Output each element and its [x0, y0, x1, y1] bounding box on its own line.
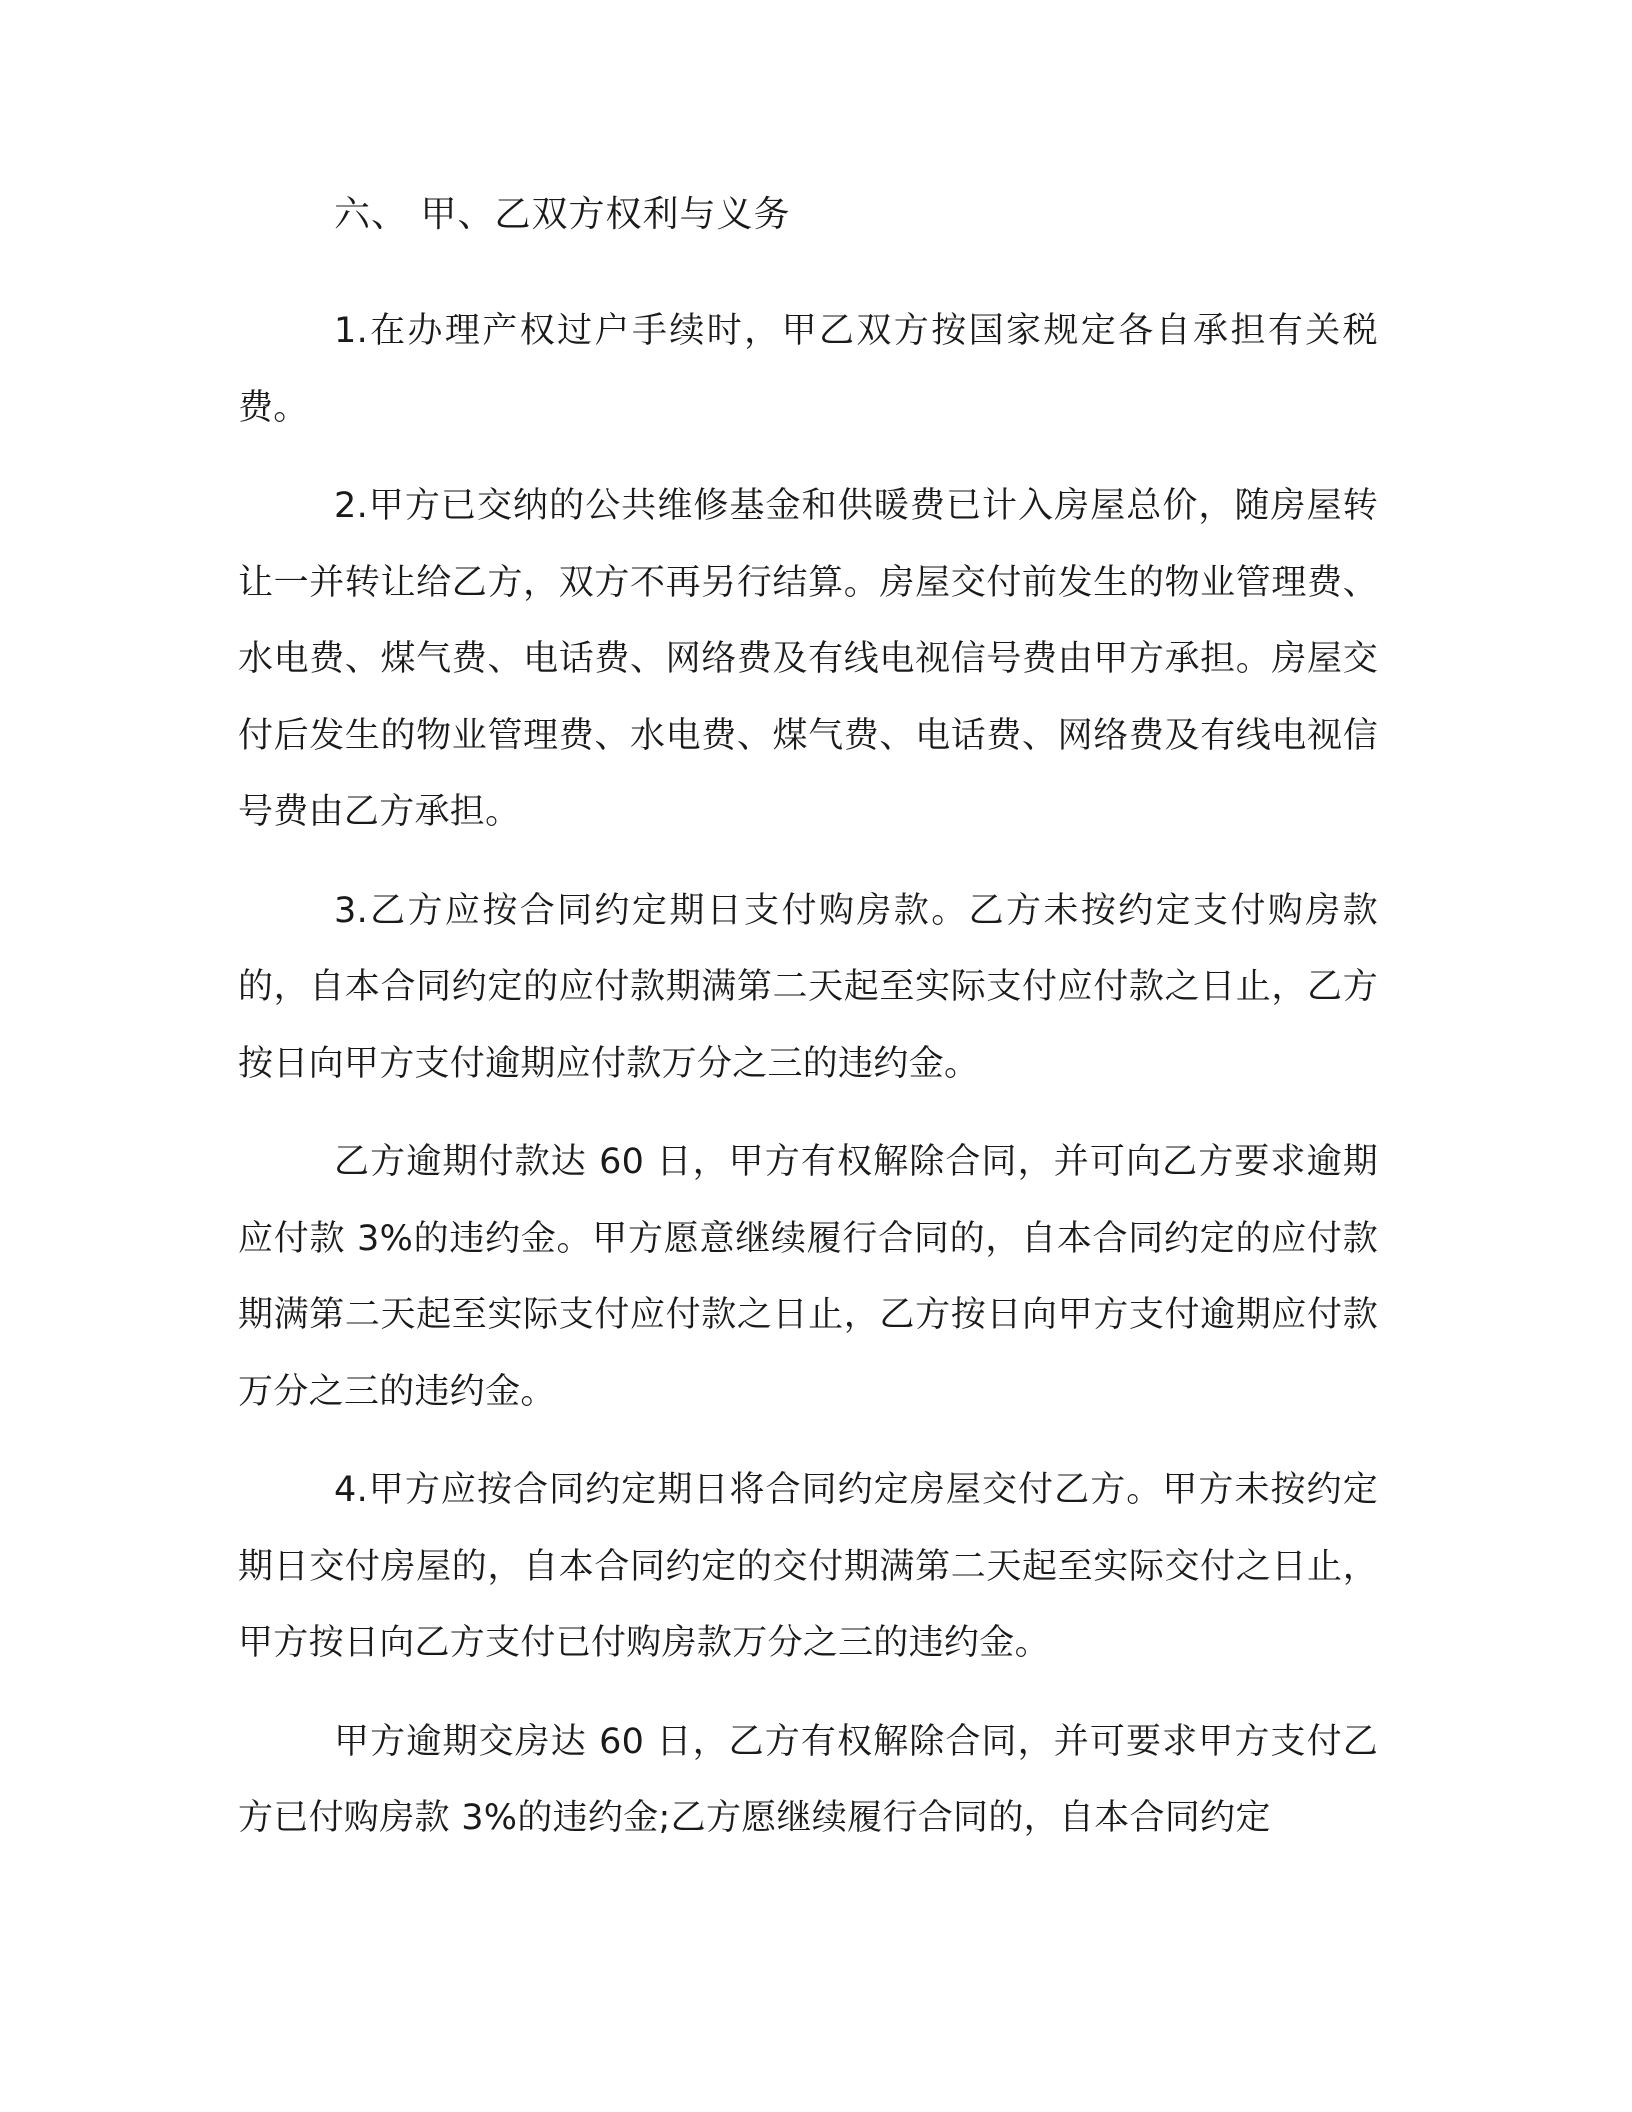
section-heading: 六、 甲、乙双方权利与义务: [334, 194, 791, 235]
paragraph-5: 4.甲方应按合同约定期日将合同约定房屋交付乙方。甲方未按约定期日交付房屋的，自本合同约定的交付期满第二天起至实际交付之日止，甲方按日向乙方支付已付购房款万分之三的违约金。: [238, 1470, 1378, 1663]
paragraph-1: 1.在办理产权过户手续时，甲乙双方按国家规定各自承担有关税费。: [238, 311, 1378, 428]
paragraph-2: 2.甲方已交纳的公共维修基金和供暖费已计入房屋总价，随房屋转让一并转让给乙方，双方不再另行结算。房屋交付前发生的物业管理费、水电费、煤气费、电话费、网络费及有线电视信号费由甲方承担。房屋交付后发生的物业管理费、水电费、煤气费、电话费、网络费及有线电视信号费由乙方承担。: [238, 486, 1378, 832]
paragraph-3: 3.乙方应按合同约定期日支付购房款。乙方未按约定支付购房款的，自本合同约定的应付款期满第二天起至实际支付应付款之日止，乙方按日向甲方支付逾期应付款万分之三的违约金。: [238, 890, 1378, 1084]
paragraph-6: 甲方逾期交房达 60 日，乙方有权解除合同，并可要求甲方支付乙方已付购房款 3%的违约金;乙方愿继续履行合同的，自本合同约定: [238, 1721, 1378, 1838]
document-body: [238, 192, 1378, 1879]
paragraph-4: 乙方逾期付款达 60 日，甲方有权解除合同，并可向乙方要求逾期应付款 3%的违约金。甲方愿意继续履行合同的，自本合同约定的应付款期满第二天起至实际支付应付款之日止，乙方按日向甲方支付逾期应付款万分之三的违约金。: [238, 1142, 1378, 1412]
